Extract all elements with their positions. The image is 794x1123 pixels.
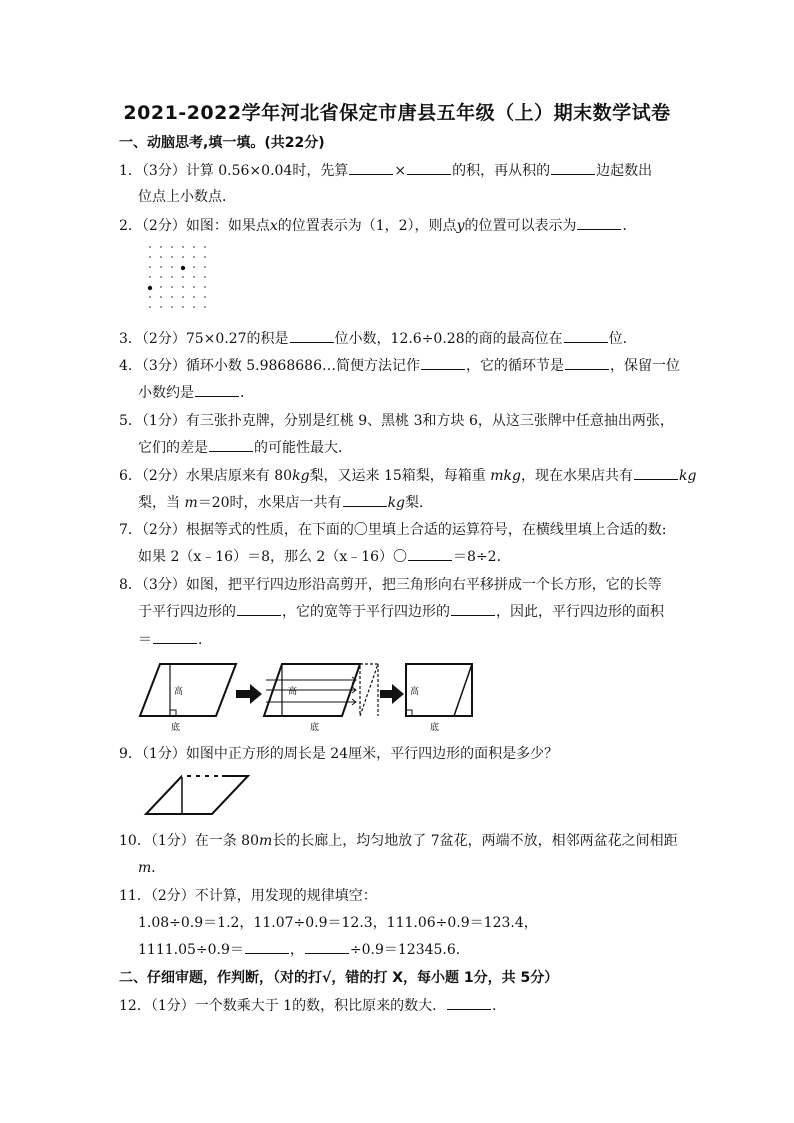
q2-var-y: y	[456, 218, 465, 234]
q5-text-b: 它们的差是	[138, 440, 208, 456]
q5-blank	[209, 439, 253, 452]
question-1	[119, 162, 652, 180]
question-7-cont	[138, 548, 511, 566]
question-8-cont-2	[138, 631, 212, 649]
question-10-cont	[138, 859, 165, 877]
q3-text-c: 位．	[608, 331, 637, 347]
q3-blank-1	[290, 330, 334, 343]
q1-text-d: 边起数出	[596, 163, 653, 179]
q6-blank-2	[343, 494, 387, 507]
q2-text-c: 的位置可以表示为	[464, 218, 577, 234]
q2-text-a: 2．（2分）如图：如果点	[119, 218, 270, 234]
q2-text-b: 的位置表示为（1，2），则点	[277, 218, 457, 234]
q6-text-f: 梨．	[405, 495, 434, 511]
dot-grid-figure	[142, 243, 220, 319]
q10-text-b: 长的长廊上，均匀地放了 7盆花，两端不放，相邻两盆花之间相距	[272, 833, 678, 849]
q8-text-f: ．	[198, 632, 212, 648]
q2-text-d: ．	[622, 218, 637, 234]
q11-text-c: 1111.05÷0.9＝	[138, 942, 244, 958]
q4-text-a: 4．（3分）循环小数 5.9868686…简便方法记作	[119, 358, 420, 374]
q4-blank-3	[195, 384, 239, 397]
inner-slant	[454, 664, 472, 716]
diagonal-edge	[146, 776, 182, 814]
q4-text-b: ，它的循环节是	[465, 358, 564, 374]
q1-blank-1	[349, 162, 393, 175]
question-6-cont	[138, 494, 433, 512]
question-1-cont: 位点上小数点．	[138, 189, 236, 205]
q11-text-d: ，	[289, 942, 304, 958]
label-base-3: 底	[430, 723, 440, 733]
question-12	[119, 997, 506, 1015]
q8-text-b: 于平行四边形的	[138, 604, 236, 620]
point-x-marker	[148, 286, 152, 290]
q7-text-b: 如果 2（x﹣16）＝8，那么 2（x﹣16）〇	[138, 549, 408, 565]
q11-blank-1	[245, 941, 289, 954]
question-4-cont	[138, 384, 254, 402]
section-1-heading: 一、动脑思考,填一填。(共22分)	[119, 135, 325, 151]
question-5-cont	[138, 439, 352, 457]
q6-unit-kg-2: kg	[503, 468, 521, 484]
q6-var-m-1: m	[490, 468, 504, 484]
q1-text-c: 的积，再从积的	[452, 163, 551, 179]
q8-text-c: ，它的宽等于平行四边形的	[282, 604, 450, 620]
moved-triangle	[360, 664, 378, 716]
dot-grid	[149, 246, 206, 308]
question-7: 7．（2分）根据等式的性质，在下面的〇里填上合适的运算符号，在横线里填上合适的数:	[119, 522, 667, 538]
q10-text-a: 10．（1分）在一条 80	[119, 833, 259, 849]
section-2-heading: 二、仔细审题，作判断，（对的打√，错的打 X，每小题 1分，共 5分）	[119, 970, 559, 986]
q3-blank-2	[564, 330, 608, 343]
q2-blank	[577, 217, 621, 230]
q4-text-c: ，保留一位	[609, 358, 680, 374]
q6-text-c: ，现在水果店共有	[521, 468, 633, 484]
q12-text-b: ．	[492, 998, 507, 1014]
question-5: 5．（1分）有三张扑克牌，分别是红桃 9、黑桃 3和方块 6，从这三张牌中任意抽出两张，	[119, 413, 674, 429]
q12-text-a: 12．（1分）一个数乘大于 1的数，积比原来的数大．	[119, 998, 447, 1014]
q12-blank	[447, 997, 491, 1010]
q11-text-e: ÷0.9＝12345.6．	[349, 942, 470, 958]
q4-blank-1	[421, 357, 465, 370]
page-title: 2021-2022学年河北省保定市唐县五年级（上）期末数学试卷	[123, 102, 671, 124]
q8-text-e: ＝	[138, 632, 152, 648]
question-8-cont-1	[138, 603, 664, 621]
q6-blank-1	[634, 467, 678, 480]
q6-unit-kg-3: kg	[679, 468, 697, 484]
q10-unit-m-1: m	[259, 833, 273, 849]
parallelogram-cut-figure	[138, 660, 478, 736]
q4-text-d: 小数约是	[138, 385, 194, 401]
question-4	[119, 357, 680, 375]
square-parallelogram-figure	[142, 770, 252, 818]
q6-text-b: 梨，又运来 15箱梨，每箱重	[309, 468, 491, 484]
q11-blank-2	[305, 941, 349, 954]
q6-var-m-2: m	[184, 495, 198, 511]
q1-blank-2	[407, 162, 451, 175]
outer-parallelogram	[146, 776, 248, 814]
label-base-1: 底	[171, 723, 181, 733]
q6-text-e: ＝20时，水果店一共有	[197, 495, 342, 511]
question-11-line-2: 1.08÷0.9＝1.2，11.07÷0.9＝12.3，111.06÷0.9＝123.4，	[138, 915, 538, 931]
q8-blank-2	[451, 603, 495, 616]
q4-text-e: ．	[240, 385, 254, 401]
question-11: 11．（2分）不计算，用发现的规律填空：	[119, 888, 377, 904]
q2-var-x: x	[269, 218, 278, 234]
question-3	[119, 330, 637, 348]
label-height-3: 高	[410, 687, 420, 697]
label-base-2: 底	[310, 723, 320, 733]
question-6	[119, 467, 696, 485]
q7-blank	[408, 548, 452, 561]
label-height-2: 高	[288, 687, 298, 697]
q8-text-d: ，因此，平行四边形的面积	[496, 604, 664, 620]
parallelogram-shape	[140, 664, 236, 716]
q10-unit-m-2: m	[138, 860, 152, 876]
q4-blank-2	[565, 357, 609, 370]
q6-text-a: 6．（2分）水果店原来有 80	[119, 468, 293, 484]
q10-text-c: ．	[151, 860, 166, 876]
point-y-marker	[181, 266, 185, 270]
q5-text-c: 的可能性最大．	[254, 440, 352, 456]
question-11-line-3	[138, 941, 470, 959]
arrow-right-icon-2	[380, 684, 404, 704]
q6-unit-kg-4: kg	[387, 495, 406, 511]
q1-text-a: 1．（3分）计算 0.56×0.04时，先算	[119, 163, 349, 179]
q7-text-c: ＝8÷2．	[453, 549, 511, 565]
q1-blank-3	[551, 162, 595, 175]
q1-text-b: ×	[394, 163, 407, 179]
q3-text-b: 位小数，12.6÷0.28的商的最高位在	[334, 331, 563, 347]
question-10	[119, 832, 678, 850]
question-8: 8．（3分）如图，把平行四边形沿高剪开，把三角形向右平移拼成一个长方形，它的长等	[119, 577, 662, 593]
label-height-1: 高	[174, 687, 184, 697]
q8-blank-3	[153, 631, 197, 644]
q3-text-a: 3．（2分）75×0.27的积是	[119, 331, 289, 347]
q6-unit-kg-1: kg	[292, 468, 310, 484]
q8-blank-1	[237, 603, 281, 616]
arrow-right-icon	[236, 684, 262, 704]
question-2	[119, 217, 636, 235]
question-9: 9．（1分）如图中正方形的周长是 24厘米，平行四边形的面积是多少？	[119, 746, 559, 762]
q6-text-d: 梨，当	[138, 495, 185, 511]
